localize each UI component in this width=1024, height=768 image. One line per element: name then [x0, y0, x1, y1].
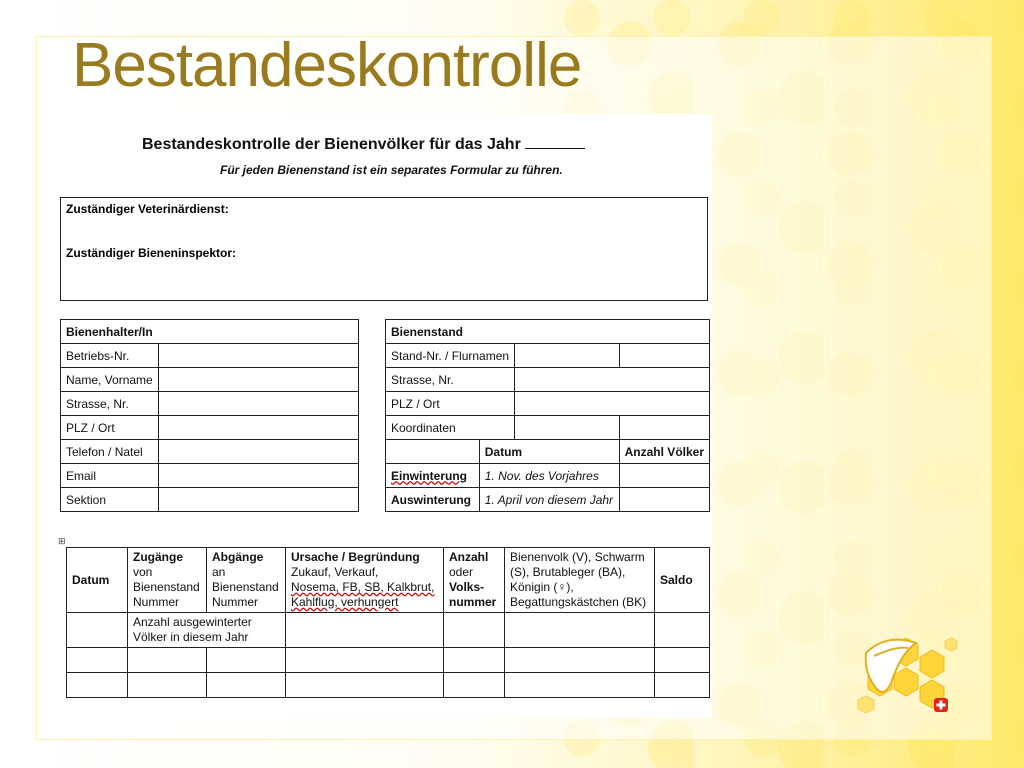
- vet-label: Zuständiger Veterinärdienst:: [66, 202, 229, 216]
- form-field[interactable]: [655, 673, 710, 698]
- form-field[interactable]: [286, 673, 444, 698]
- form-field[interactable]: [158, 344, 358, 368]
- form-field[interactable]: [444, 613, 505, 648]
- table-row: Strasse, Nr.: [61, 392, 359, 416]
- table-anchor-icon: ⊞: [58, 536, 66, 546]
- form-field[interactable]: [128, 673, 207, 698]
- form-field[interactable]: [655, 613, 710, 648]
- form-field[interactable]: [505, 648, 655, 673]
- form-subtitle: Für jeden Bienenstand ist ein separates Formular zu führen.: [220, 163, 563, 177]
- stand-header: Bienenstand: [386, 320, 710, 344]
- form-field[interactable]: [619, 464, 709, 488]
- form-field[interactable]: [207, 673, 286, 698]
- form-field[interactable]: [505, 613, 655, 648]
- form-field[interactable]: [515, 392, 710, 416]
- bee-logo-icon: [846, 628, 966, 718]
- table-row: Name, Vorname: [61, 368, 359, 392]
- form-field[interactable]: [619, 416, 709, 440]
- form-field[interactable]: [286, 613, 444, 648]
- inspector-label: Zuständiger Bieneninspektor:: [66, 246, 237, 260]
- form-field[interactable]: [444, 648, 505, 673]
- form-document: [58, 114, 712, 718]
- form-field[interactable]: [128, 648, 207, 673]
- movement-table: [66, 547, 710, 698]
- form-field[interactable]: [515, 368, 710, 392]
- slide-title: Bestandeskontrolle: [72, 31, 582, 100]
- table-row: PLZ / Ort: [386, 392, 710, 416]
- table-row: Telefon / Natel: [61, 440, 359, 464]
- form-field[interactable]: [207, 648, 286, 673]
- table-row: Strasse, Nr.: [386, 368, 710, 392]
- form-field[interactable]: [67, 673, 128, 698]
- stand-table: [385, 319, 710, 512]
- form-field[interactable]: [158, 464, 358, 488]
- form-field[interactable]: [286, 648, 444, 673]
- form-title: Bestandeskontrolle der Bienenvölker für das Jahr: [142, 134, 585, 154]
- form-field[interactable]: [158, 488, 358, 512]
- table-row: Sektion: [61, 488, 359, 512]
- halter-table: [60, 319, 359, 512]
- table-row: Email: [61, 464, 359, 488]
- table-row: Datum Anzahl Völker: [386, 440, 710, 464]
- form-field[interactable]: [158, 416, 358, 440]
- table-row: Betriebs-Nr.: [61, 344, 359, 368]
- table-row: Einwinterung 1. Nov. des Vorjahres: [386, 464, 710, 488]
- form-field[interactable]: [505, 673, 655, 698]
- vet-box: [60, 197, 708, 301]
- table-row: PLZ / Ort: [61, 416, 359, 440]
- form-field[interactable]: [619, 488, 709, 512]
- table-row: Koordinaten: [386, 416, 710, 440]
- table-row: [67, 648, 710, 673]
- form-field[interactable]: [619, 344, 709, 368]
- form-field[interactable]: [655, 648, 710, 673]
- table-row: Auswinterung 1. April von diesem Jahr: [386, 488, 710, 512]
- form-field[interactable]: [444, 673, 505, 698]
- form-field[interactable]: [515, 344, 620, 368]
- halter-header: Bienenhalter/In: [61, 320, 359, 344]
- form-field[interactable]: [158, 440, 358, 464]
- table-header-row: Datum Zugänge von Bienenstand Nummer Abgänge an Bienenstand Nummer Ursache / Begründung Zukauf, Verkauf, Nosema, FB, SB, Kalkbrut, Kahlflug, verhungert Anzahl oder Volks-nummer Bienenvolk (V), Schwarm (S), Brutableger (BA), Königin (♀), Begattungskästchen (BK) Saldo: [67, 548, 710, 613]
- table-row: Stand-Nr. / Flurnamen: [386, 344, 710, 368]
- form-field[interactable]: [158, 368, 358, 392]
- form-field[interactable]: [158, 392, 358, 416]
- form-field[interactable]: [67, 613, 128, 648]
- form-field[interactable]: [515, 416, 620, 440]
- year-blank: [525, 134, 585, 149]
- table-row: [67, 673, 710, 698]
- table-row: Anzahl ausgewinterter Völker in diesem Jahr: [67, 613, 710, 648]
- form-field[interactable]: [67, 648, 128, 673]
